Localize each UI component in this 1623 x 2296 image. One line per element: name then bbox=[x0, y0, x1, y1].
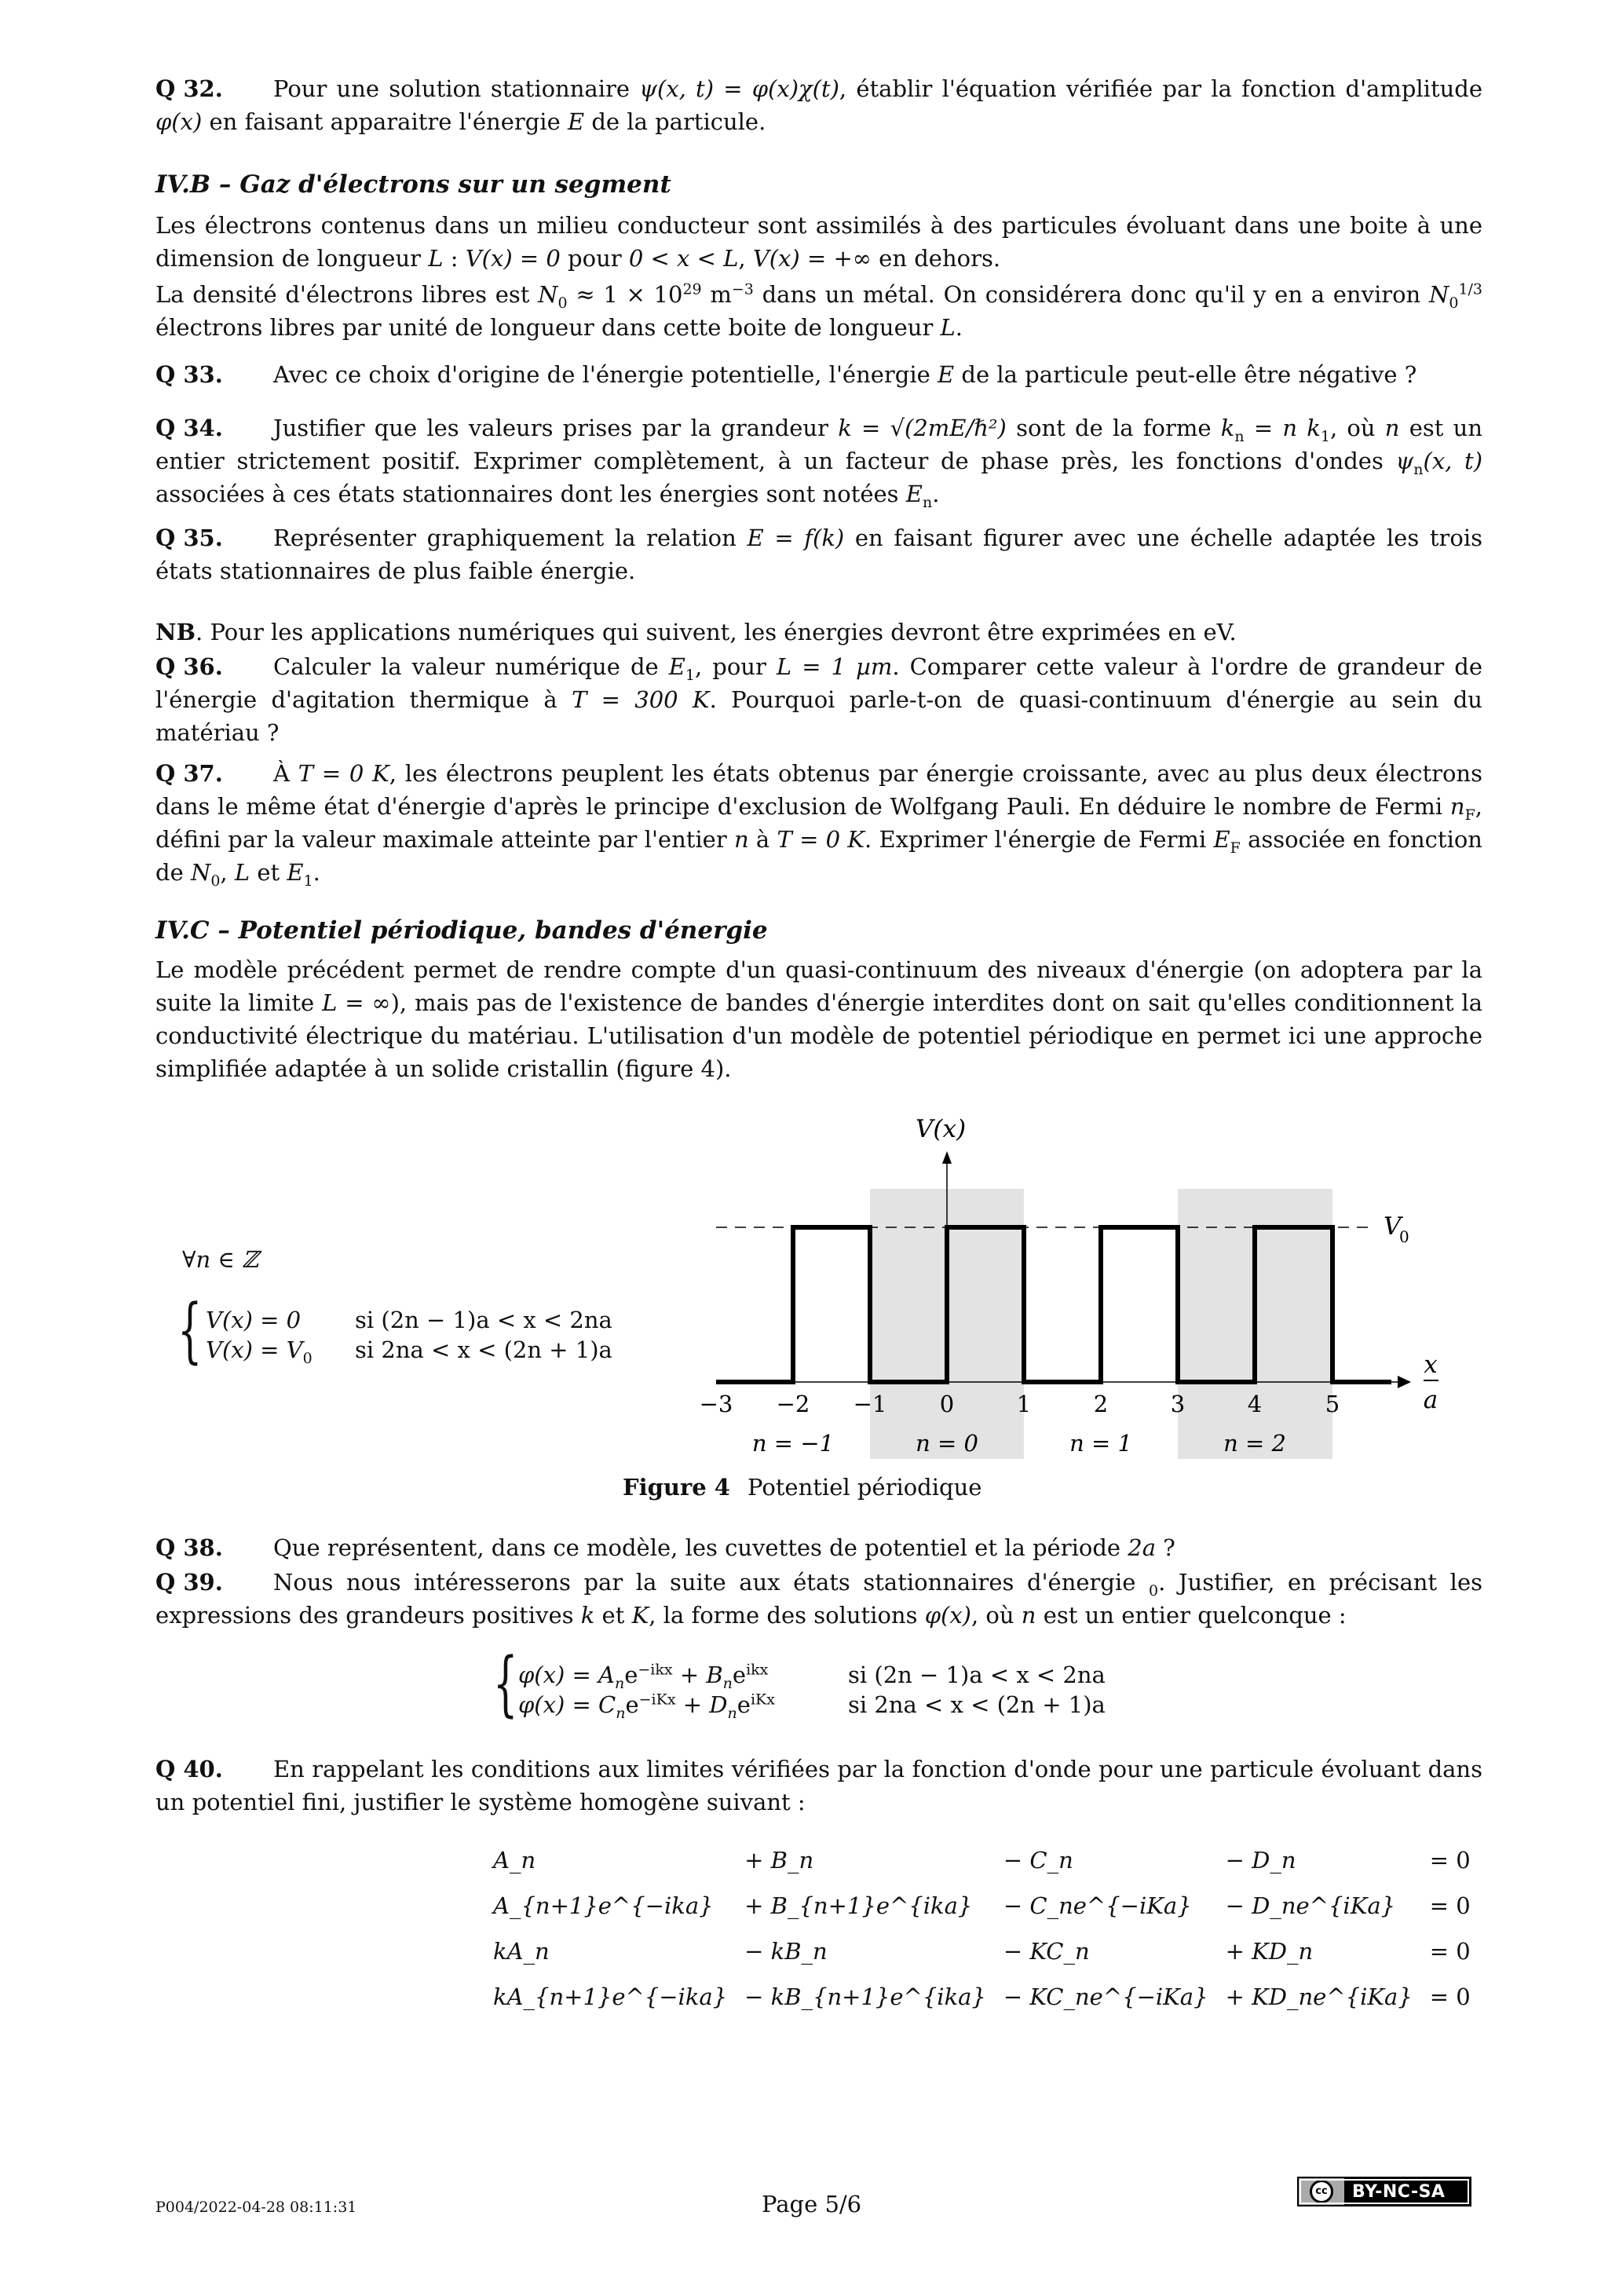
svg-text:n = 2: n = 2 bbox=[1223, 1430, 1286, 1457]
svg-text:4: 4 bbox=[1247, 1391, 1263, 1417]
system-row: A_n + B_n − C_n − D_n = 0 bbox=[493, 1847, 1471, 1874]
question-38: Q 38. Que représentent, dans ce modèle, les cuvettes de potentiel et la période 2a ? bbox=[155, 1531, 1482, 1564]
y-axis-label: V(x) bbox=[916, 1115, 967, 1143]
system-row: kA_n − kB_n − KC_n + KD_n = 0 bbox=[493, 1938, 1471, 1965]
question-33: Q 33. Avec ce choix d'origine de l'énergie potentielle, l'énergie E de la particule peut-elle être négative ? bbox=[155, 358, 1482, 391]
question-label: Q 33. bbox=[155, 361, 223, 388]
svg-text:n = 0: n = 0 bbox=[916, 1430, 978, 1457]
svg-text:3: 3 bbox=[1170, 1391, 1186, 1417]
svg-text:5: 5 bbox=[1325, 1391, 1340, 1417]
svg-text:−1: −1 bbox=[853, 1391, 887, 1417]
svg-text:0: 0 bbox=[939, 1391, 955, 1417]
cc-icon: cc bbox=[1310, 2180, 1333, 2203]
left-brace-icon: { bbox=[177, 1289, 203, 1372]
question-40: Q 40. En rappelant les conditions aux limites vérifiées par la fonction d'onde pour une particule évoluant dans un potentiel fini, justifier le système homogène suivant : bbox=[155, 1753, 1482, 1819]
solution-equation-1: $\varphi(x) = A_ne^{-ikx} + B_ne^{ikx}$ si (2n − 1)a < x < 2na bbox=[518, 1661, 1106, 1692]
svg-text:n = −1: n = −1 bbox=[751, 1430, 835, 1457]
question-34: Q 34. Justifier que les valeurs prises par la grandeur k = √(2mE/ℏ²) sont de la forme $k_n = n$ $k_1$, où n est un entier strictement positif. Exprimer complètement, à un facteur de phase près, les fonctions d'ondes $\psi_n(x$, t) associées à ces états stationnaires dont les énergies sont notées $E_n$. bbox=[155, 411, 1482, 510]
x-axis-label-den: a bbox=[1423, 1386, 1438, 1414]
question-label: Q 35. bbox=[155, 525, 223, 551]
left-brace-icon: { bbox=[493, 1643, 518, 1725]
question-32: Q 32. Pour une solution stationnaire ψ(x, t) = φ(x)χ(t), établir l'équation vérifiée par la fonction d'amplitude φ(x) en faisant apparaitre l'énergie E de la particule. bbox=[155, 72, 1482, 138]
question-label: Q 37. bbox=[155, 760, 223, 787]
question-label: Q 32. bbox=[155, 75, 223, 102]
system-row: kA_{n+1}e^{−ika} − kB_{n+1}e^{ika} − KC_ne^{−iKa} + KD_ne^{iKa} = 0 bbox=[493, 1983, 1471, 2010]
system-row: A_{n+1}e^{−ika} + B_{n+1}e^{ika} − C_ne^{−iKa} − D_ne^{iKa} = 0 bbox=[493, 1892, 1471, 1919]
v0-label-sub: 0 bbox=[1399, 1227, 1409, 1246]
x-axis-arrow-icon bbox=[1398, 1376, 1411, 1388]
question-37: Q 37. À T = 0 K, les électrons peuplent les états obtenus par énergie croissante, avec au plus deux électrons dans le même état d'énergie d'après le principe d'exclusion de Wolfgang Pauli. En déduire le nombre de Fermi $n_F$, défini par la valeur maximale atteinte par l'entier n à T = 0 K. Exprimer l'énergie de Fermi $E_F$ associée en fonction de $N_0$, L et $E_1$. bbox=[155, 757, 1482, 889]
solution-equation-2: $\varphi(x) = C_ne^{-iKx} + D_ne^{iKx}$ si 2na < x < (2n + 1)a bbox=[518, 1691, 1106, 1722]
question-label: Q 36. bbox=[155, 653, 223, 680]
figure-caption: Figure 4 Potentiel périodique bbox=[623, 1474, 982, 1501]
paragraph-ivc: Le modèle précédent permet de rendre compte d'un quasi-continuum des niveaux d'énergie (on adoptera par la suite la limite L = ∞), mais pas de l'existence de bandes d'énergie interdites dont on sait qu'elles conditionnent la conductivité électrique du matériau. L'utilisation d'un modèle de potentiel périodique en permet ici une approche simplifiée adaptée à un solide cristallin (figure 4). bbox=[155, 956, 1483, 1082]
footer-document-id: P004/2022-04-28 08:11:31 bbox=[155, 2199, 357, 2216]
svg-text:−2: −2 bbox=[776, 1391, 810, 1417]
question-36: Q 36. Calculer la valeur numérique de $E_1$, pour L = 1 µm. Comparer cette valeur à l'ordre de grandeur de l'énergie d'agitation thermique à T = 300 K. Pourquoi parle-t-on de quasi-continuum d'énergie au sein du matériau ? bbox=[155, 650, 1482, 749]
homogeneous-system bbox=[493, 1837, 1488, 2020]
potential-definition-line-1: V(x) = 0 si (2n − 1)a < x < 2na bbox=[206, 1307, 612, 1333]
license-badge[interactable] bbox=[1297, 2177, 1471, 2206]
section-title-ivc: IV.C – Potentiel périodique, bandes d'énergie bbox=[155, 916, 768, 945]
section-title-ivb: IV.B – Gaz d'électrons sur un segment bbox=[155, 170, 671, 199]
svg-text:2: 2 bbox=[1093, 1391, 1109, 1417]
potential-definition-line-2: $V(x) = V_0$ si 2na < x < (2n + 1)a bbox=[206, 1336, 612, 1367]
license-text: BY-NC-SA bbox=[1352, 2181, 1446, 2202]
nb-note: NB. Pour les applications numériques qui suivent, les énergies devront être exprimées en eV. bbox=[155, 619, 1237, 645]
paragraph-ivb-2: La densité d'électrons libres est $N_0 \approx 1 \times 10^{29}$ $m^{-3}$ dans un métal. On considérera donc qu'il y en a environ $N_0^{1/3}$ électrons libres par unité de longueur dans cette boite de longueur L. bbox=[155, 280, 1483, 341]
forall-statement: ∀n ∈ ℤ bbox=[182, 1246, 259, 1273]
svg-text:−3: −3 bbox=[699, 1391, 733, 1417]
question-label: Q 40. bbox=[155, 1756, 223, 1782]
question-39: Q 39. Nous nous intéresserons par la suite aux états stationnaires d'énergie $_0$. Justifier, en précisant les expressions des grandeurs positives k et K, la forme des solutions φ(x), où n est un entier quelconque : bbox=[155, 1566, 1482, 1632]
page-number: Page 5/6 bbox=[762, 2191, 862, 2217]
svg-text:1: 1 bbox=[1016, 1391, 1032, 1417]
question-35: Q 35. Représenter graphiquement la relation E = f(k) en faisant figurer avec une échelle adaptée les trois états stationnaires de plus faible énergie. bbox=[155, 521, 1482, 587]
question-label: Q 34. bbox=[155, 415, 223, 441]
v0-label: V bbox=[1384, 1212, 1402, 1241]
question-label: Q 39. bbox=[155, 1569, 223, 1596]
svg-text:n = 1: n = 1 bbox=[1069, 1430, 1132, 1457]
question-label: Q 38. bbox=[155, 1534, 223, 1561]
y-axis-arrow-icon bbox=[942, 1151, 952, 1164]
x-axis-label-num: x bbox=[1424, 1351, 1438, 1379]
paragraph-ivb-1: Les électrons contenus dans un milieu conducteur sont assimilés à des particules évoluant dans une boite à une dimension de longueur L : V(x) = 0 pour 0 < x < L, V(x) = +∞ en dehors. bbox=[155, 212, 1482, 272]
